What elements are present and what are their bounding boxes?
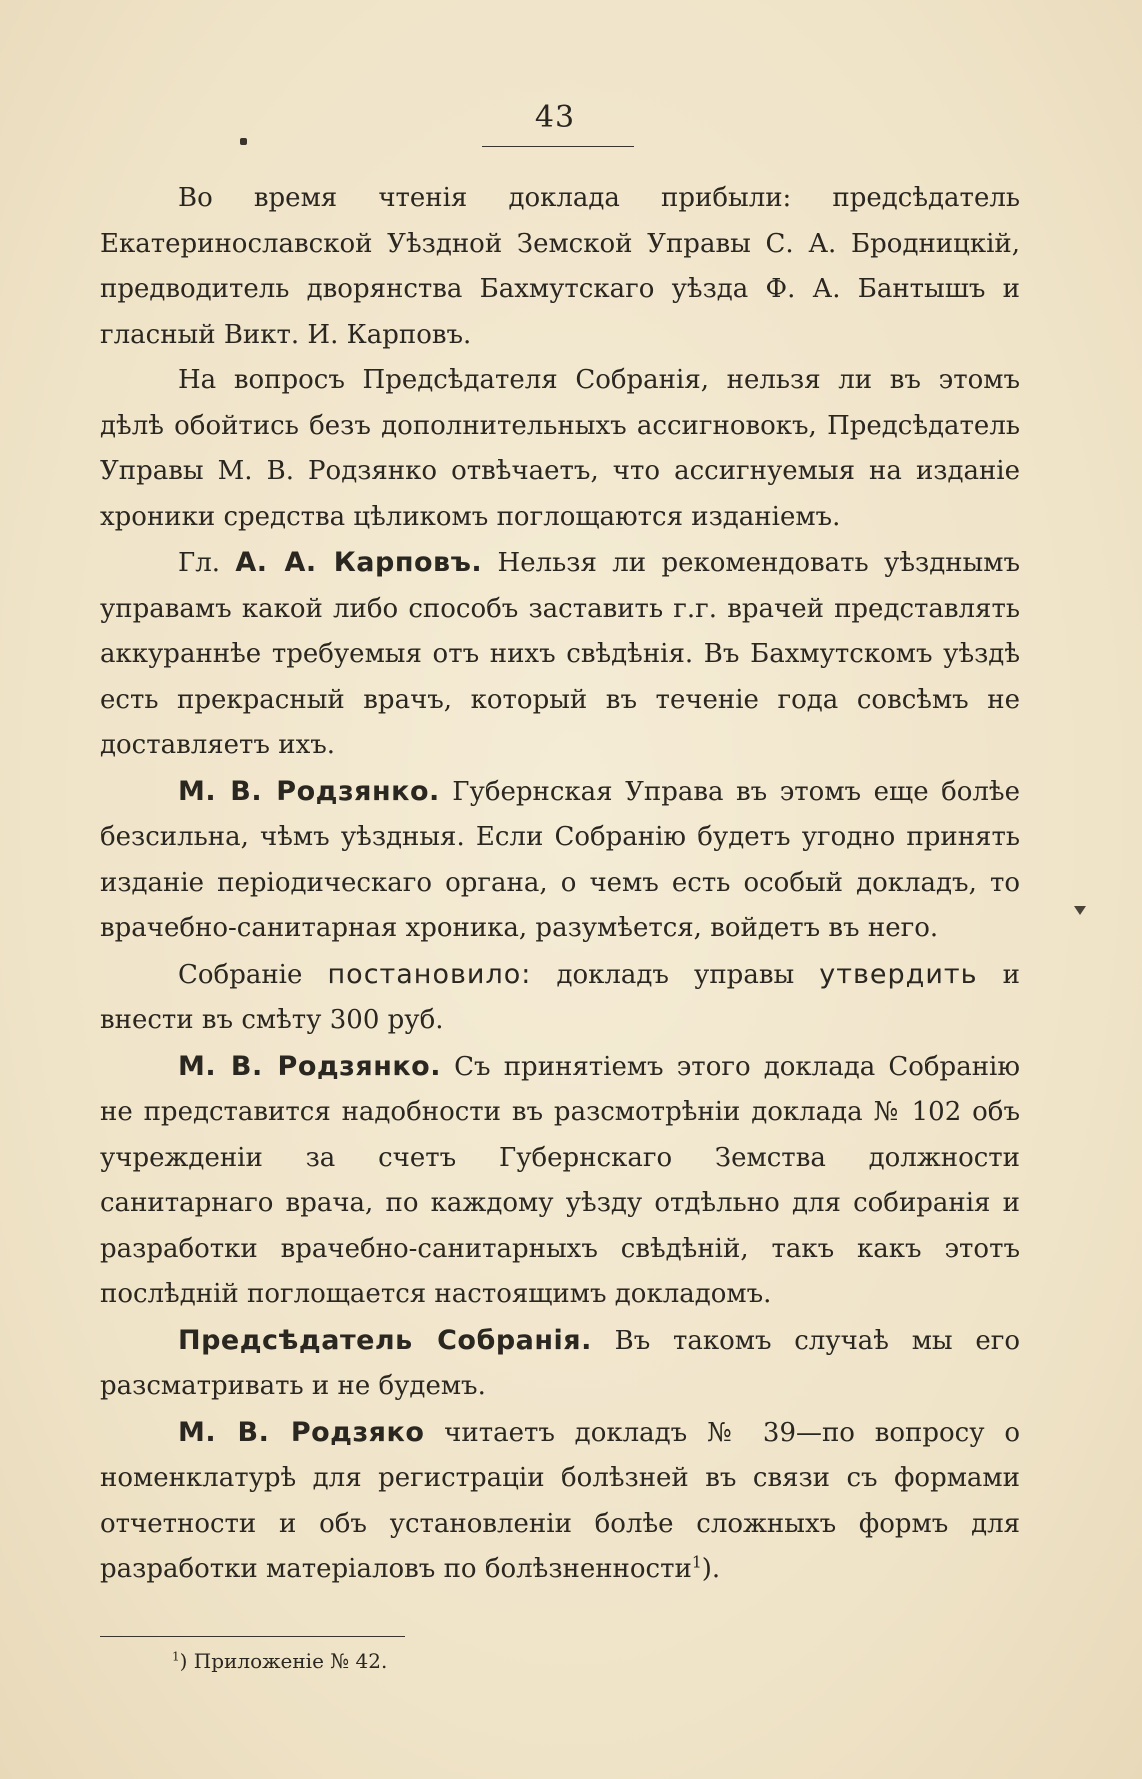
emphasized-word: постановило: bbox=[327, 958, 532, 990]
paragraph bbox=[100, 769, 1020, 952]
ink-speck bbox=[1074, 906, 1086, 915]
paragraph-text: Во время чтенія доклада прибыли: предсѣдатель Екатеринославской Уѣздной Земской Управы С. А. Бродницкій, предводитель дворянства Бахмутскаго уѣзда Ф. А. Бантышъ и гласный Викт. И. Карповъ. bbox=[100, 183, 1020, 350]
emphasized-word: утвердить bbox=[819, 958, 978, 990]
paragraph-text: ). bbox=[701, 1554, 721, 1584]
paragraph bbox=[100, 1410, 1020, 1593]
paragraph-text: Губернская Управа въ этомъ еще болѣе безсильна, чѣмъ уѣздныя. Если Собранію будетъ угодно принять изданіе періодическаго органа, о чемъ есть особый докладъ, то врачебно-санитарная хроника, разумѣется, войдетъ въ него. bbox=[100, 776, 1021, 943]
footnote-marker: 1 bbox=[172, 1649, 180, 1664]
paragraph bbox=[100, 176, 1020, 358]
page-number: 43 bbox=[534, 100, 576, 135]
paragraph-text: Съ принятіемъ этого доклада Собранію не представится надобности въ разсмотрѣніи доклада № 102 объ учрежденіи за счетъ Губернскаго Земства должности санитарнаго врача, по каждому уѣзду отдѣльно для собиранія и разработки врачебно-санитарныхъ свѣдѣній, такъ какъ этотъ послѣдній поглощается настоящимъ докладомъ. bbox=[100, 1051, 1020, 1309]
paragraph bbox=[100, 358, 1020, 540]
paragraph bbox=[100, 540, 1020, 769]
footnote bbox=[172, 1648, 387, 1674]
paragraph bbox=[100, 1044, 1020, 1318]
paragraph-text: На вопросъ Предсѣдателя Собранія, нельзя ли въ этомъ дѣлѣ обойтись безъ дополнительныхъ ассигновокъ, Предсѣдатель Управы М. В. Родзянко отвѣчаетъ, что ассигнуемыя на изданіе хроники средства цѣликомъ поглощаются изданіемъ. bbox=[100, 365, 1020, 532]
paragraph bbox=[100, 1318, 1020, 1410]
paragraph bbox=[100, 952, 1020, 1044]
footnote-text: ) Приложеніе № 42. bbox=[179, 1649, 388, 1673]
speaker-name: А. А. Карповъ. bbox=[235, 547, 483, 578]
speaker-name: М. В. Родзянко. bbox=[178, 1050, 441, 1082]
speaker-name: М. В. Родзянко. bbox=[178, 775, 440, 807]
footnote-rule bbox=[100, 1636, 405, 1637]
paragraph-text: Собраніе bbox=[178, 959, 328, 990]
paragraph-text: Гл. bbox=[178, 548, 236, 578]
paragraph-text: докладъ управы bbox=[531, 959, 820, 990]
body-text bbox=[100, 176, 1020, 1593]
footnote-ref: 1 bbox=[691, 1553, 702, 1572]
paragraph-text: Нельзя ли рекомендовать уѣзднымъ управамъ какой либо способъ заставить г.г. врачей представлять аккураннѣе требуемыя отъ нихъ свѣдѣнія. Въ Бахмутскомъ уѣздѣ есть прекрасный врачъ, который въ теченіе года совсѣмъ не доставляетъ ихъ. bbox=[100, 548, 1021, 760]
paragraph-text: Въ такомъ случаѣ мы его разсматривать и не будемъ. bbox=[100, 1325, 1020, 1401]
paragraph-text: читаетъ докладъ № 39—по вопросу о номенклатурѣ для регистраціи болѣзней въ связи съ формами отчетности и объ установленіи болѣе сложныхъ формъ для разработки матеріаловъ по болѣзненности bbox=[100, 1417, 1020, 1584]
paragraph-text: и внести въ смѣту 300 руб. bbox=[100, 959, 1020, 1035]
ink-dot bbox=[240, 138, 247, 145]
header-rule bbox=[482, 146, 634, 147]
speaker-name: Предсѣдатель Собранія. bbox=[178, 1324, 592, 1356]
speaker-name: М. В. Родзяко bbox=[178, 1416, 425, 1448]
